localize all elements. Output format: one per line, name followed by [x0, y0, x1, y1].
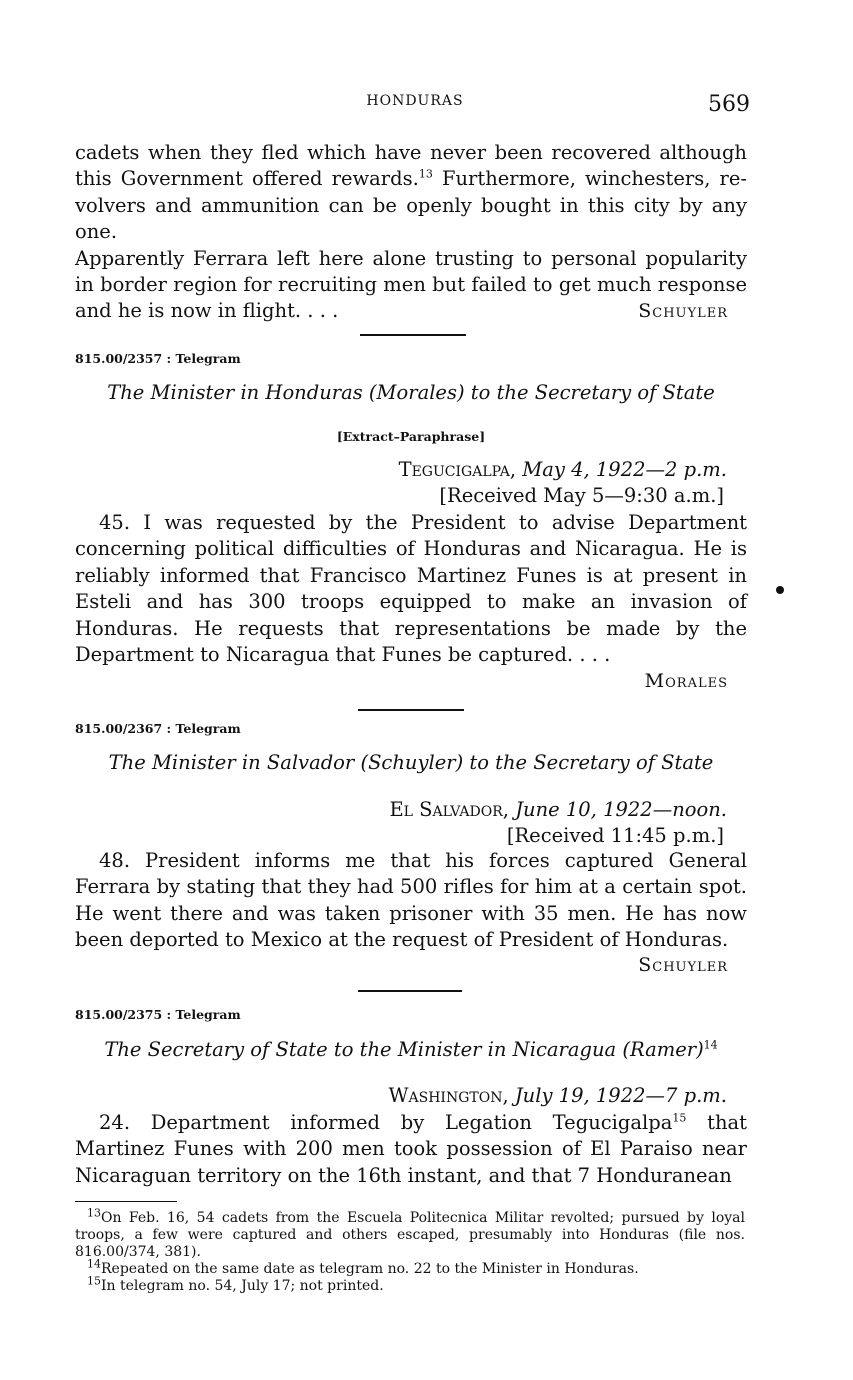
place-2: El Salvador,: [389, 798, 509, 821]
place-3: Washington,: [388, 1084, 509, 1107]
dateline-1: [300, 457, 727, 483]
heading-2-part-b: to the Secretary of State: [469, 751, 714, 774]
doc-text-3-part-a: 24. Department informed by Legation Tegucigalpa: [99, 1111, 673, 1134]
opening-line-2a: this Government offered rewards.: [75, 167, 419, 191]
date-2: June 10, 1922—noon.: [515, 798, 727, 821]
footnote-ref-15: 15: [672, 1111, 687, 1125]
file-number-3: 815.00/2375 : Telegram: [75, 1007, 241, 1022]
heading-2-part-a: The Minister in Salvador: [108, 751, 355, 774]
date-1: May 4, 1922—2 p.m.: [522, 458, 727, 481]
footnote-text: On Feb. 16, 54 cadets from the Escuela Politecnica Militar revolted; pursued by loyal troops, a few were captured and others escaped, presumably into Honduras (file nos. 816.00/374, 381).: [75, 1210, 745, 1260]
footnote-15: [75, 1274, 745, 1295]
signature-schuyler-1: [560, 300, 728, 322]
received-2: [Received 11:45 p.m.]: [506, 824, 724, 847]
opening-line-6: and he is now in flight. . . .: [75, 299, 339, 323]
doc-text-2: 48. President informs me that his forces captured General Ferrara by stating that they had 500 rifles for him at a certain spot. He went there and was taken prisoner with 35 men. He has now been deported to Mexico at the request of President of Honduras.: [75, 849, 747, 952]
doc-heading-1: The Minister in Honduras (Morales) to the Secretary of State: [107, 381, 715, 404]
doc-subhead-1: [Extract–Paraphrase]: [336, 429, 486, 444]
dateline-3: [300, 1083, 727, 1109]
doc-heading-2: The Minister in Salvador (Schuyler) to the Secretary of State: [108, 751, 714, 774]
footnote-number: 14: [87, 1257, 101, 1271]
opening-line-2: [75, 166, 747, 192]
footnote-13: [75, 1206, 745, 1261]
heading-1-part-b: to the Secretary of State: [470, 381, 715, 404]
margin-dot-mark: [776, 586, 784, 594]
received-1: [Received May 5—9:30 a.m.]: [439, 484, 724, 507]
page-number: 569: [708, 92, 750, 117]
dateline-2: [300, 797, 727, 823]
footnotes: [75, 1206, 745, 1295]
doc-heading-3: The Secretary of State to the Minister in Nicaragua (Ramer)$^{14}$: [104, 1038, 718, 1061]
signature-text: Schuyler: [638, 954, 728, 976]
opening-line-5: in border region for recruiting men but failed to get much response: [75, 273, 747, 297]
running-title: HONDURAS: [366, 93, 464, 109]
opening-line-4: Apparently Ferrara left here alone trusting to personal popularity: [75, 246, 747, 270]
opening-line-1: cadets when they fled which have never been recovered although: [75, 141, 747, 164]
doc-text-1: 45. I was requested by the President to advise Department concerning political difficulties of Honduras and Nicaragua. He is reliably informed that Francisco Martinez Funes is at present in Esteli and has 300 troops equipped to make an invasion of Honduras. He requests that representations be made by the Department to Nicaragua that Funes be captured. . . .: [75, 511, 747, 667]
date-3: July 19, 1922—7 p.m.: [514, 1084, 727, 1107]
footnote-ref-13: 13: [418, 167, 433, 181]
footnote-text: In telegram no. 54, July 17; not printed.: [101, 1278, 384, 1294]
footnote-number: 13: [87, 1206, 101, 1220]
footnote-number: 15: [87, 1274, 101, 1288]
section-divider-1: [360, 334, 466, 336]
footnote-divider: [75, 1201, 177, 1202]
heading-3-name: Ramer: [629, 1038, 697, 1061]
footnote-14: [75, 1257, 745, 1278]
signature-schuyler-2: [560, 954, 728, 976]
heading-1-part-a: The Minister in Honduras: [107, 381, 363, 404]
signature-text: Schuyler: [638, 300, 728, 322]
doc-text-3: [75, 1110, 747, 1189]
opening-paragraph: [75, 140, 747, 325]
footnote-ref-14: 14: [703, 1038, 718, 1052]
signature-morales: [560, 670, 728, 692]
heading-3-part-a: The Secretary of State to the Minister in Nicaragua: [104, 1038, 617, 1061]
opening-line-3: volvers and ammunition can be openly bought in this city by any one.: [75, 193, 747, 244]
signature-text: Morales: [644, 670, 728, 692]
doc-text-3-part-b: that Martinez Funes with 200 men took possession of El Paraiso near Nicaraguan territory on the 16th instant, and that 7 Honduranean: [75, 1111, 747, 1187]
heading-1-name: Morales: [376, 381, 457, 404]
section-divider-3: [358, 990, 462, 992]
section-divider-2: [358, 709, 464, 711]
footnote-text: Repeated on the same date as telegram no. 22 to the Minister in Honduras.: [101, 1261, 639, 1277]
opening-line-2b: Furthermore, winchesters, re-: [441, 167, 747, 191]
file-number-1: 815.00/2357 : Telegram: [75, 351, 241, 366]
file-number-2: 815.00/2367 : Telegram: [75, 721, 241, 736]
place-1: Tegucigalpa,: [398, 458, 517, 481]
heading-2-name: Schuyler: [368, 751, 456, 774]
